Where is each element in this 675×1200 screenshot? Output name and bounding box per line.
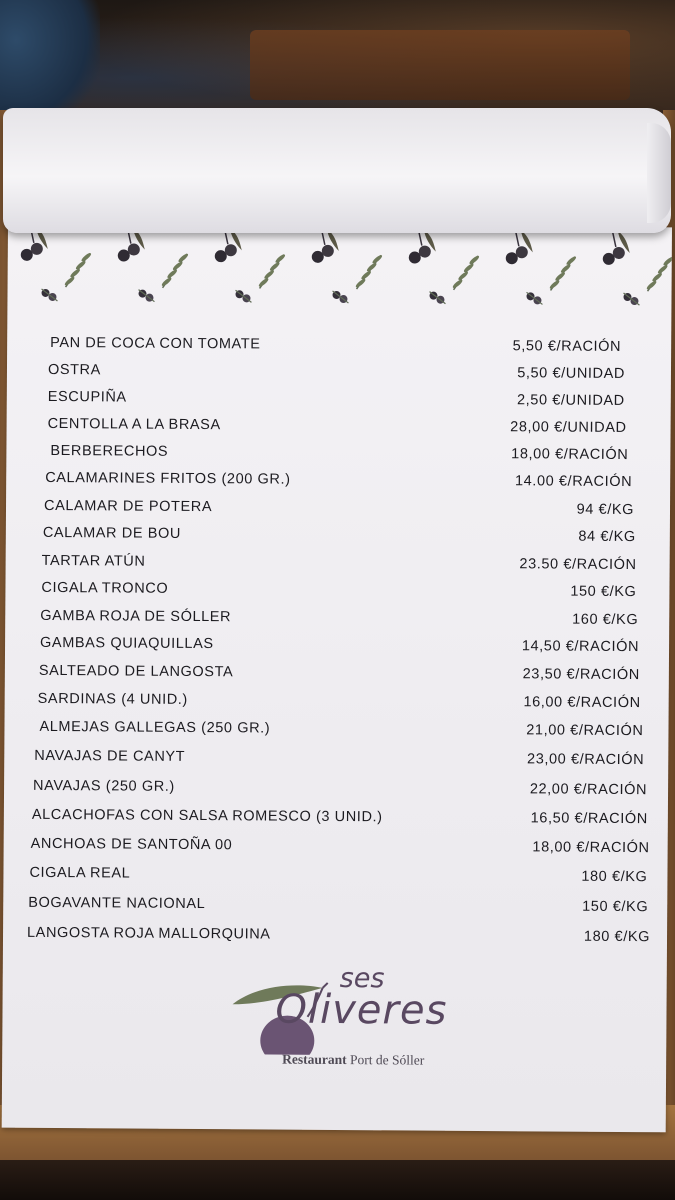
menu-item-name: CALAMAR DE POTERA [43, 497, 213, 516]
menu-item-price: 2,50 €/UNIDAD [516, 392, 625, 409]
menu-item-price: 160 €/KG [572, 611, 639, 629]
logo-subtitle-bold: Restaurant [282, 1051, 347, 1068]
menu-item-price: 150 €/KG [582, 898, 649, 916]
menu-item-name: ALMEJAS GALLEGAS (250 GR.) [39, 718, 271, 737]
menu-item-name: GAMBA ROJA DE SÓLLER [40, 607, 232, 626]
menu-item-price: 23,00 €/RACIÓN [527, 751, 645, 769]
menu-item-name: BERBERECHOS [50, 442, 169, 460]
menu-item-name: LANGOSTA ROJA MALLORQUINA [26, 924, 271, 943]
folded-page-top [3, 108, 671, 233]
menu-item-price: 84 €/KG [578, 528, 636, 546]
blurred-table [250, 30, 630, 100]
menu-item-price: 14,50 €/RACIÓN [521, 638, 640, 656]
menu-item-name: TARTAR ATÚN [41, 552, 146, 570]
menu-item-name: CIGALA TRONCO [41, 579, 169, 597]
logo-subtitle [282, 1052, 424, 1069]
olive-branch-icon [117, 225, 189, 301]
menu-item-price: 180 €/KG [583, 928, 651, 946]
menu-item-price: 16,50 €/RACIÓN [530, 810, 648, 828]
menu-item-name: BOGAVANTE NACIONAL [28, 894, 206, 913]
menu-item-price: 21,00 €/RACIÓN [526, 722, 644, 740]
olive-branch-icon [602, 229, 672, 305]
menu-item-price: 5,50 €/RACIÓN [512, 338, 622, 355]
menu-item-name: SARDINAS (4 UNID.) [37, 690, 188, 708]
menu-item-name: ANCHOAS DE SANTOÑA 00 [30, 835, 233, 854]
menu-item-name: ALCACHOFAS CON SALSA ROMESCO (3 UNID.) [31, 806, 383, 826]
menu-item-price: 94 €/KG [576, 501, 635, 519]
menu-item-price: 18,00 €/RACIÓN [532, 839, 650, 857]
menu-item-name: OSTRA [47, 361, 101, 379]
menu-item-name: NAVAJAS DE CANYT [34, 747, 186, 765]
table-surface [0, 1160, 675, 1200]
logo-main-word: Oliveres [275, 986, 448, 1034]
menu-item-price: 150 €/KG [570, 583, 637, 601]
menu-item-price: 22,00 €/RACIÓN [529, 781, 648, 799]
menu-item-name: GAMBAS QUIAQUILLAS [40, 634, 214, 653]
menu-item-price: 5,50 €/UNIDAD [517, 365, 626, 382]
menu-item-price: 18,00 €/RACIÓN [511, 446, 629, 464]
menu-item-price: 14.00 €/RACIÓN [514, 473, 633, 491]
menu-item-price: 28,00 €/UNIDAD [510, 419, 627, 437]
logo-subtitle-rest: Port de Sóller [346, 1052, 425, 1068]
menu-item-name: CALAMAR DE BOU [42, 524, 182, 542]
menu-item-price: 23.50 €/RACIÓN [519, 556, 637, 574]
menu-item-name: CENTOLLA A LA BRASA [47, 415, 221, 434]
menu-item-price: 23,50 €/RACIÓN [522, 666, 640, 684]
olive-branch-icon [311, 227, 383, 303]
menu-item-price: 180 €/KG [581, 868, 648, 886]
restaurant-logo [227, 954, 488, 1076]
menu-item-name: NAVAJAS (250 GR.) [33, 777, 175, 795]
menu-item-name: CALAMARINES FRITOS (200 GR.) [45, 469, 291, 488]
olive-branch-icon [505, 228, 577, 304]
logo-top-word: ses [339, 963, 385, 995]
olive-branch-icon [214, 226, 286, 302]
menu-item-name: PAN DE COCA CON TOMATE [50, 334, 261, 353]
olive-branch-icon [408, 227, 480, 303]
menu-item-name: ESCUPIÑA [47, 388, 127, 406]
olive-branch-icon [20, 225, 92, 301]
menu-item-name: SALTEADO DE LANGOSTA [38, 662, 234, 681]
menu-item-price: 16,00 €/RACIÓN [523, 694, 641, 712]
olive-pattern-border [7, 223, 672, 318]
menu-item-name: CIGALA REAL [29, 864, 131, 882]
menu-sheet [2, 223, 672, 1133]
page-curl [647, 123, 671, 223]
